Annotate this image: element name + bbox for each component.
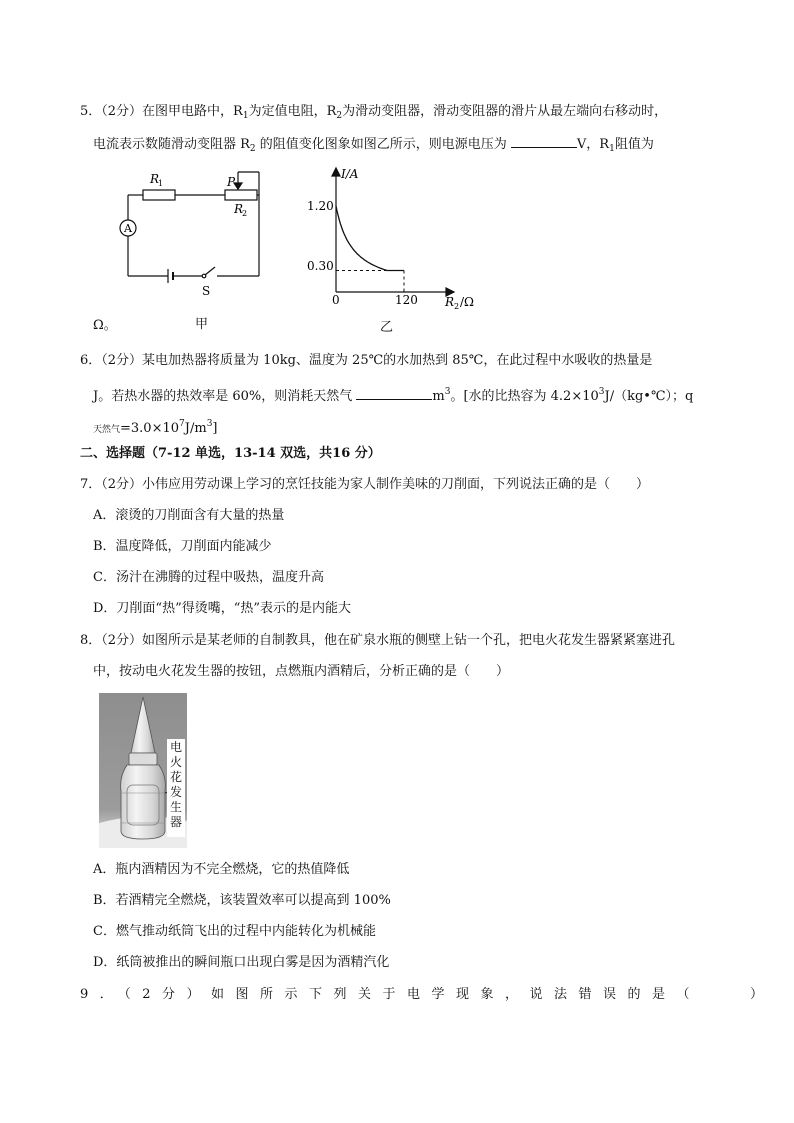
q6-text-a: 6．（2分）某电加热器将质量为 10kg、温度为 25℃的水加热到 85℃，在此过程中水吸收的热量是 bbox=[80, 353, 653, 368]
q6-sub: 天然气 bbox=[93, 425, 121, 435]
q6-line1 bbox=[80, 351, 652, 371]
graph-caption: 乙 bbox=[380, 320, 394, 335]
q5-sub-a: 1 bbox=[242, 111, 249, 121]
q8-option-c[interactable]: C．燃气推动纸筒飞出的过程中内能转化为机械能 bbox=[93, 924, 376, 939]
q6-sup-c: 7 bbox=[179, 419, 185, 429]
circuit-caption: 甲 bbox=[195, 317, 209, 332]
q5-text-d: 电流表示数随滑动变阻器 R bbox=[93, 137, 250, 152]
q7-option-c[interactable]: C．汤汁在沸腾的过程中吸热，温度升高 bbox=[93, 570, 324, 585]
q6-unit: m bbox=[432, 389, 445, 404]
q5-sub-d: 1 bbox=[609, 144, 615, 154]
q5-line3 bbox=[93, 316, 117, 336]
y-tick-low: 0.30 bbox=[307, 259, 334, 273]
q8-stem-2: 中，按动电火花发生器的按钮，点燃瓶内酒精后，分析正确的是（ ） bbox=[93, 664, 510, 679]
x-tick: 120 bbox=[395, 293, 418, 307]
q8-stem-1: 8．（2分）如图所示是某老师的自制教具，他在矿泉水瓶的侧壁上钻一个孔，把电火花发生器紧紧塞进孔 bbox=[80, 633, 676, 648]
y-axis-label: I/A bbox=[341, 167, 359, 181]
q6-sup-b: 3 bbox=[598, 387, 605, 397]
y-tick-high: 1.20 bbox=[307, 199, 334, 213]
current-curve bbox=[336, 206, 404, 271]
iv-graph bbox=[300, 166, 500, 316]
section-heading: 二、选择题（7-12 单选，13-14 双选，共16 分） bbox=[80, 446, 381, 461]
q5-sub-c: 2 bbox=[249, 144, 256, 154]
label-char: 器 bbox=[169, 815, 182, 829]
q5-sub-b: 2 bbox=[336, 111, 343, 121]
label-char: 花 bbox=[169, 770, 182, 784]
r2-resistor bbox=[225, 190, 257, 200]
q6-line3 bbox=[93, 414, 218, 440]
r2-label: R bbox=[234, 202, 244, 216]
r1-sub: 1 bbox=[158, 179, 164, 188]
q7-option-d[interactable]: D．刀削面“热”得烫嘴，“热”表示的是内能大 bbox=[93, 601, 352, 616]
q5-voltage-blank[interactable] bbox=[511, 133, 577, 148]
q6-text-c: 。[水的比热容为 4.2×10 bbox=[450, 389, 599, 404]
label-char: 电 bbox=[169, 740, 182, 754]
q5-ohm-text: Ω。 bbox=[93, 318, 117, 333]
spark-generator-label bbox=[169, 740, 183, 830]
ammeter-label: A bbox=[124, 222, 132, 235]
q5-line2 bbox=[93, 133, 654, 159]
switch-label: S bbox=[202, 284, 211, 298]
r1-label: R bbox=[150, 172, 160, 186]
q8-option-a[interactable]: A．瓶内酒精因为不完全燃烧，它的热值降低 bbox=[93, 862, 350, 877]
q6-gas-blank[interactable] bbox=[356, 385, 432, 400]
q7-option-a[interactable]: A．滚烫的刀削面含有大量的热量 bbox=[93, 508, 285, 523]
label-char: 生 bbox=[169, 800, 182, 814]
q6-text-g: ] bbox=[212, 421, 218, 436]
q5-line1 bbox=[80, 102, 667, 126]
q5-text-c: 为滑动变阻器，滑动变阻器的滑片从最左端向右移动时， bbox=[342, 104, 668, 119]
q8-option-b[interactable]: B．若酒精完全燃烧，该装置效率可以提高到 100% bbox=[93, 893, 391, 908]
q5-text-g: 阻值为 bbox=[614, 137, 654, 152]
q8-option-d[interactable]: D．纸筒被推出的瞬间瓶口出现白雾是因为酒精汽化 bbox=[93, 955, 390, 970]
q9-stem: 9．（2分）如图所示下列关于电学现象，说法错误的是（ ） bbox=[80, 987, 775, 1002]
q5-text-f: V，R bbox=[576, 137, 610, 152]
q7-option-b[interactable]: B．温度降低，刀削面内能减少 bbox=[93, 539, 272, 554]
q5-text-b: 为定值电阻，R bbox=[248, 104, 337, 119]
q5-text-a: 5．（2分）在图甲电路中，R bbox=[80, 104, 243, 119]
origin-label: 0 bbox=[332, 293, 340, 307]
x-axis-unit: /Ω bbox=[460, 295, 474, 309]
q6-sup-a: 3 bbox=[444, 387, 451, 397]
r1-resistor bbox=[143, 190, 175, 200]
q7-stem: 7．（2分）小伟应用劳动课上学习的烹饪技能为家人制作美味的刀削面，下列说法正确的是（ ） bbox=[80, 477, 650, 492]
slider-p-label: P bbox=[227, 175, 236, 189]
x-axis-sub: 2 bbox=[454, 302, 460, 311]
q6-text-d: J/（kg•℃）；q bbox=[604, 389, 694, 404]
q6-sup-d: 3 bbox=[206, 419, 213, 429]
q6-text-b: J。若热水器的热效率是 60%，则消耗天然气 bbox=[93, 389, 357, 404]
r2-sub: 2 bbox=[242, 209, 248, 218]
q6-text-e: =3.0×10 bbox=[120, 421, 180, 436]
q5-text-e: 的阻值变化图象如图乙所示，则电源电压为 bbox=[255, 137, 511, 152]
q6-line2 bbox=[93, 382, 693, 407]
circuit-diagram bbox=[110, 166, 270, 316]
q6-text-f: J/m bbox=[184, 421, 207, 436]
label-char: 发 bbox=[169, 785, 182, 799]
label-char: 火 bbox=[169, 755, 182, 769]
x-axis-label: R bbox=[445, 295, 455, 309]
